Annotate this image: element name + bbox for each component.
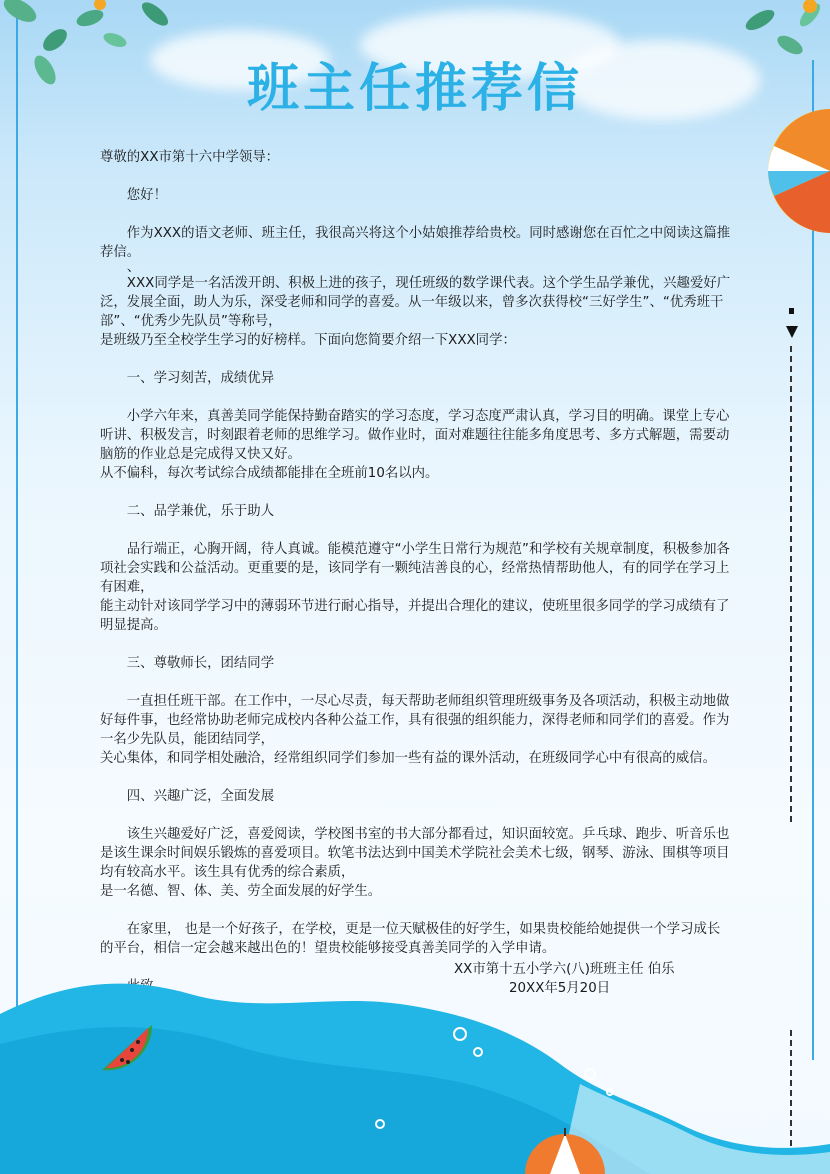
triangle-marker-icon — [786, 326, 798, 338]
section-2-heading: 二、品学兼优，乐于助人 — [126, 504, 275, 519]
paragraph-1a: XXX同学是一名活泼开朗、积极上进的孩子，现任班级的数学课代表。这个学生品学兼优，兴趣爱好广泛，发展全面，助人为乐，深受老师和同学的喜爱。从一年级以来，曾多次获得校“三好学生”、“优秀班干部”、“优秀少先队员”等称号， — [100, 276, 731, 329]
section-4-heading: 四、兴趣广泛，全面发展 — [126, 789, 275, 804]
beach-umbrella-icon — [520, 1128, 610, 1174]
dashed-line — [790, 346, 792, 824]
paragraph-1b: 是班级乃至全校学生学习的好榜样。下面向您简要介绍一下XXX同学： — [100, 333, 516, 348]
section-4-paragraph-a: 该生兴趣爱好广泛，喜爱阅读，学校图书室的书大部分都看过，知识面较宽。乒乓球、跑步、听音乐也是该生课余时间娱乐锻炼的喜爱项目。软笔书法达到中国美术学院社会美术七级，钢琴、游泳、围棋等项目均有较高水平。该生具有优秀的综合素质， — [100, 827, 730, 880]
section-3-paragraph-b: 关心集体，和同学相处融洽，经常组织同学们参加一些有益的课外活动，在班级同学心中有很高的威信。 — [100, 751, 716, 766]
section-4-paragraph-b: 是一名德、智、体、美、劳全面发展的好学生。 — [100, 884, 382, 899]
left-frame-line — [16, 0, 18, 1020]
closing-paragraph: 在家里， 也是一个好孩子，在学校，更是一位天赋极佳的好学生，如果贵校能给她提供一个学习成长的平台，相信一定会越来越出色的！望贵校能够接受真善美同学的入学申请。 — [100, 922, 721, 956]
section-3-paragraph-a: 一直担任班干部。在工作中，一尽心尽责，每天帮助老师组织管理班级事务及各项活动，积极主动地做好每件事，也经常协助老师完成校内各种公益工作，具有很强的组织能力，深得老师和同学们的喜爱。作为一名少先队员，能团结同学， — [100, 694, 730, 747]
letter-body — [100, 148, 732, 1034]
section-1-paragraph-b: 从不偏科，每次考试综合成绩都能排在全班前10名以内。 — [100, 466, 439, 481]
section-1-heading: 一、学习刻苦，成绩优异 — [126, 371, 275, 386]
square-marker — [789, 308, 794, 314]
section-1-paragraph-a: 小学六年来，真善美同学能保持勤奋踏实的学习态度，学习态度严肃认真，学习目的明确。课堂上专心听讲、积极发言，时刻跟着老师的思维学习。做作业时，面对难题往往能多角度思考、多方式解题，需要动脑筋的作业总是完成得又快又好。 — [100, 409, 730, 462]
page-title: 班主任推荐信 — [246, 59, 583, 119]
date: 20XX年5月20日 — [509, 981, 611, 996]
section-2-paragraph-b: 能主动针对该同学学习中的薄弱环节进行耐心指导，并提出合理化的建议，使班里很多同学的学习成绩有了明显提高。 — [100, 599, 730, 633]
intro-paragraph: 作为XXX的语文老师、班主任，我很高兴将这个小姑娘推荐给贵校。同时感谢您在百忙之中阅读这篇推荐信。 — [100, 226, 731, 260]
section-3-heading: 三、尊敬师长，团结同学 — [126, 656, 275, 671]
watermelon-icon — [92, 1020, 162, 1090]
salutation: 尊敬的XX市第十六中学领导： — [100, 150, 280, 165]
section-2-paragraph-a: 品行端正，心胸开阔，待人真诚。能模范遵守“小学生日常行为规范”和学校有关规章制度，积极参加各项社会实践和公益活动。更重要的是，该同学有一颗纯洁善良的心，经常热情帮助他人，有的同学在学习上有困难， — [100, 542, 730, 595]
hello-line: 您好！ — [126, 188, 167, 203]
signer: XX市第十五小学六(八)班班主任 伯乐 — [454, 962, 675, 977]
stray-mark: 、 — [126, 260, 141, 275]
